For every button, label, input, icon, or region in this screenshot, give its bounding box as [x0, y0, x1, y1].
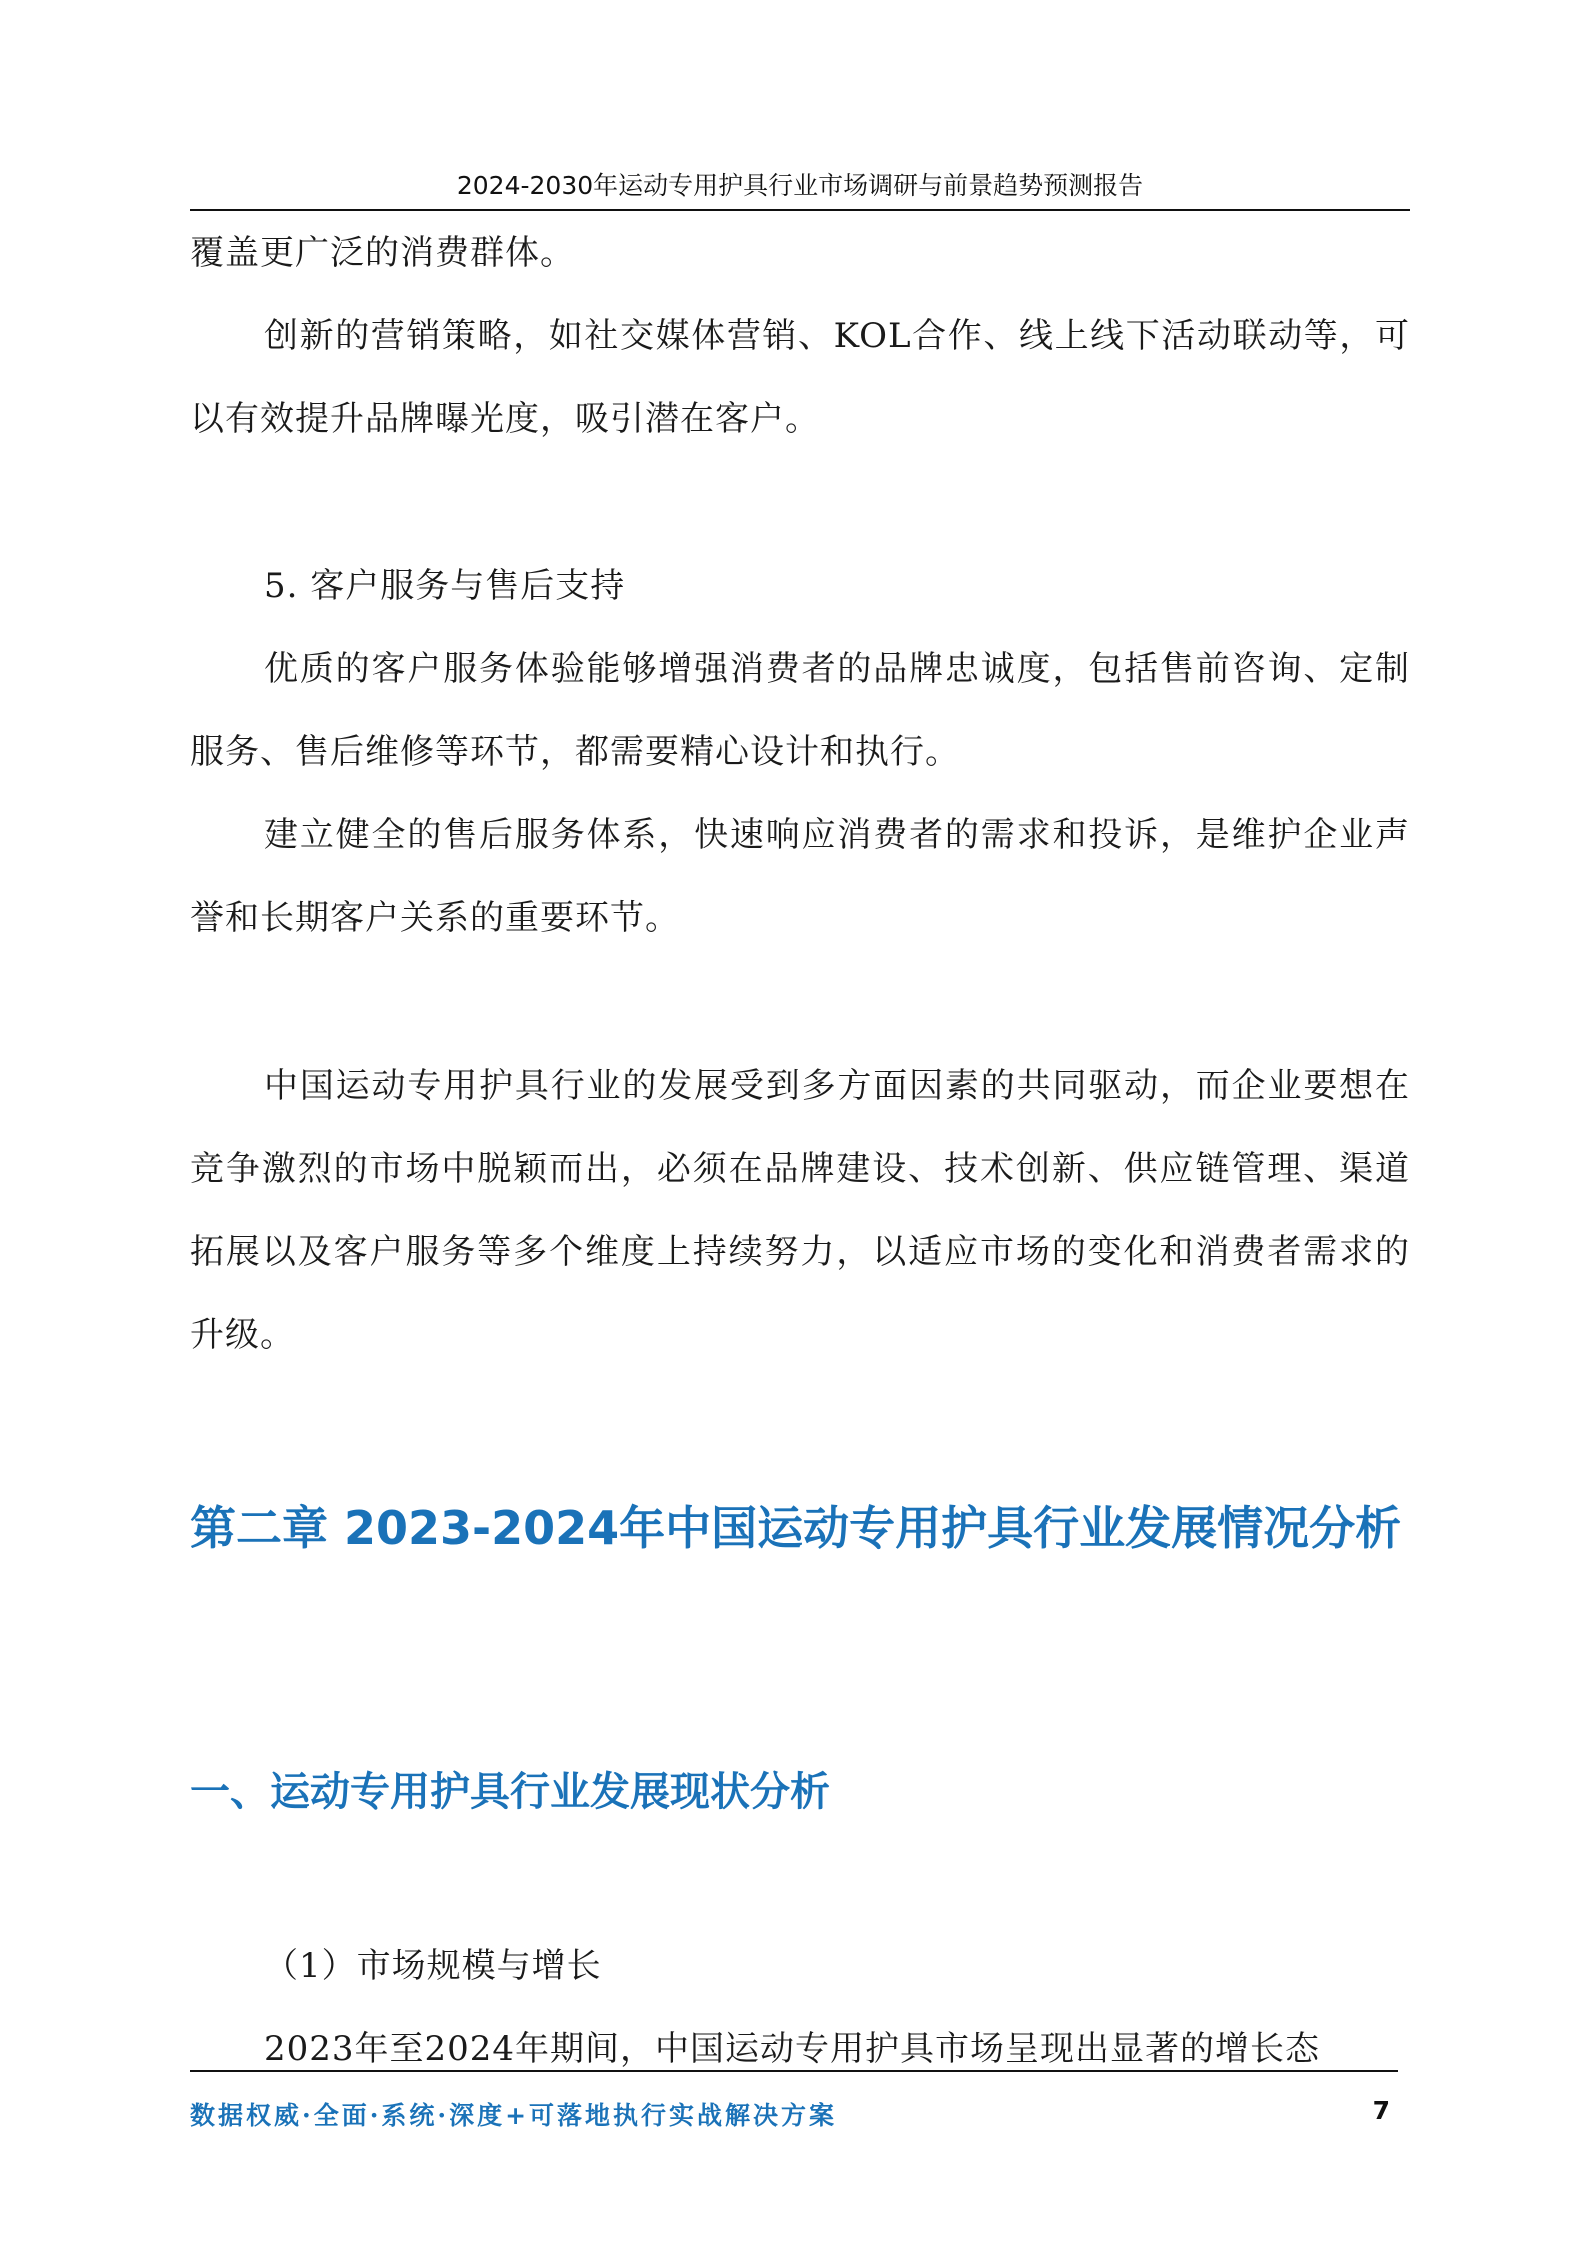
header-divider	[190, 209, 1410, 211]
paragraph-marketing-strategy: 创新的营销策略，如社交媒体营销、KOL合作、线上线下活动联动等，可以有效提升品牌曝光度，吸引潜在客户。	[190, 316, 1410, 439]
chapter-heading: 第二章 2023-2024年中国运动专用护具行业发展情况分析	[190, 1501, 1402, 1555]
footer-divider	[190, 2070, 1398, 2072]
footer-slogan: 数据权威·全面·系统·深度+可落地执行实战解决方案	[190, 2101, 838, 2130]
paragraph-after-sales-system: 建立健全的售后服务体系，快速响应消费者的需求和投诉，是维护企业声誉和长期客户关系的重要环节。	[190, 815, 1410, 938]
paragraph-industry-summary: 中国运动专用护具行业的发展受到多方面因素的共同驱动，而企业要想在竞争激烈的市场中脱颖而出，必须在品牌建设、技术创新、供应链管理、渠道拓展以及客户服务等多个维度上持续努力，以适应市场的变化和消费者需求的升级。	[190, 1066, 1410, 1355]
list-item-customer-service: 5. 客户服务与售后支持	[264, 566, 626, 606]
paragraph-market-growth: 2023年至2024年期间，中国运动专用护具市场呈现出显著的增长态	[264, 2029, 1321, 2069]
subsection-market-size: （1）市场规模与增长	[264, 1946, 602, 1986]
running-header-title: 2024-2030年运动专用护具行业市场调研与前景趋势预测报告	[456, 171, 1144, 200]
paragraph-service-experience: 优质的客户服务体验能够增强消费者的品牌忠诚度，包括售前咨询、定制服务、售后维修等环节，都需要精心设计和执行。	[190, 649, 1410, 772]
paragraph-continuation: 覆盖更广泛的消费群体。	[190, 233, 575, 273]
page-number: 7	[1372, 2096, 1390, 2125]
section-heading: 一、运动专用护具行业发展现状分析	[190, 1769, 830, 1815]
